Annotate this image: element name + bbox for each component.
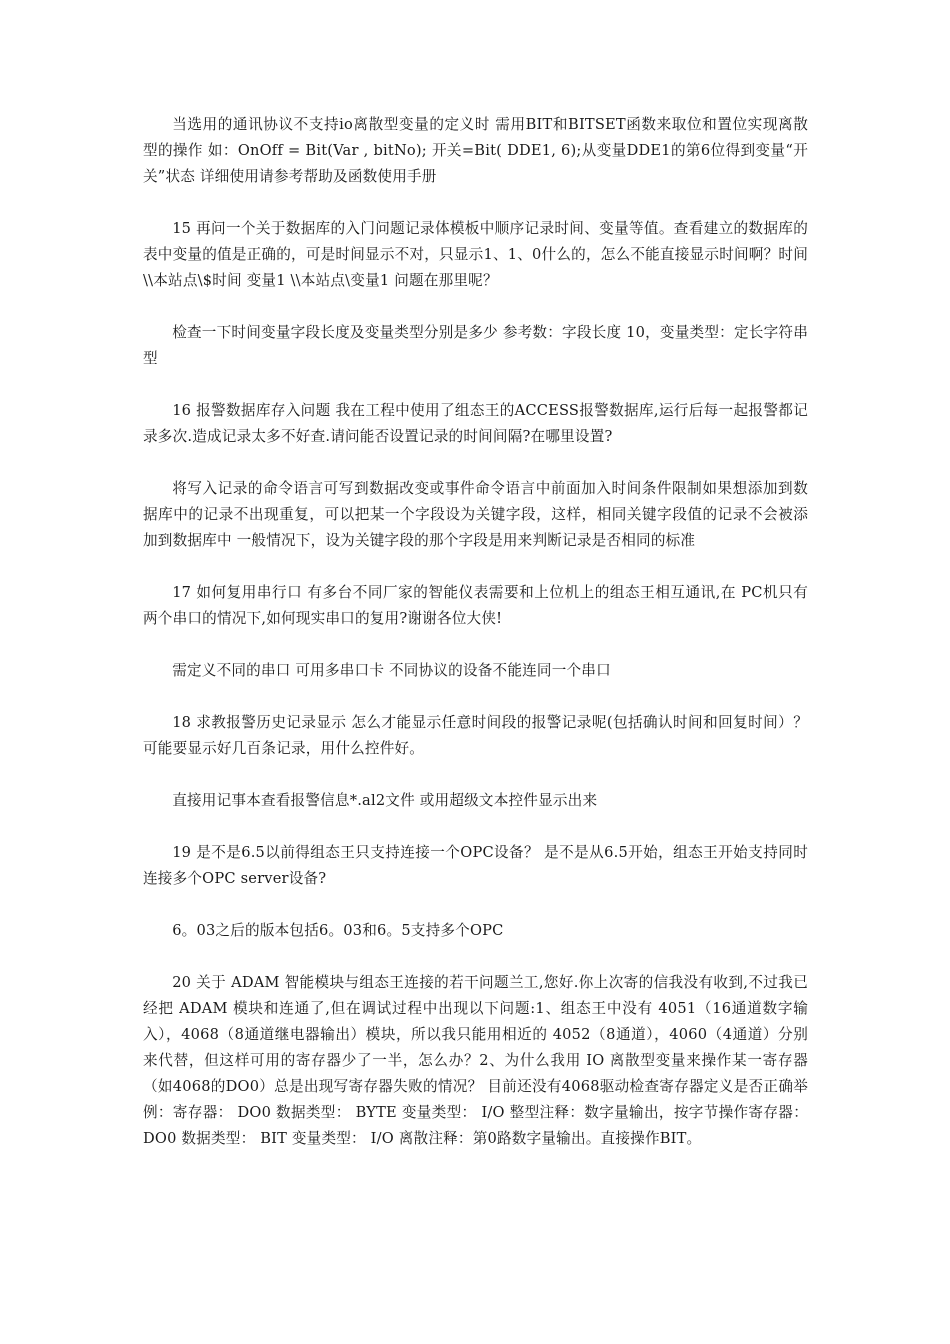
paragraph-question-19: 19 是不是6.5以前得组态王只支持连接一个OPC设备？ 是不是从6.5开始，组态王开始支持同时连接多个OPC server设备?: [143, 844, 808, 887]
paragraph-question-17: 17 如何复用串行口 有多台不同厂家的智能仪表需要和上位机上的组态王相互通讯,在 PC机只有两个串口的情况下,如何现实串口的复用?谢谢各位大侠!: [143, 584, 808, 627]
paragraph-question-16: 16 报警数据库存入问题 我在工程中使用了组态王的ACCESS报警数据库,运行后每一起报警都记录多次.造成记录太多不好查.请问能否设置记录的时间间隔?在哪里设置?: [143, 402, 808, 445]
document-page: [143, 112, 808, 1152]
paragraph-question-18: 18 求教报警历史记录显示 怎么才能显示任意时间段的报警记录呢(包括确认时间和回复时间）？ 可能要显示好几百条记录，用什么控件好。: [143, 714, 808, 757]
paragraph-answer-15: 检查一下时间变量字段长度及变量类型分别是多少 参考数：字段长度 10，变量类型：定长字符串型: [143, 324, 808, 367]
paragraph-answer-19: 6。03之后的版本包括6。03和6。5支持多个OPC: [172, 922, 504, 939]
paragraph-bit-bitset-answer: 当选用的通讯协议不支持io离散型变量的定义时 需用BIT和BITSET函数来取位和置位实现离散型的操作 如：OnOff = Bit(Var , bitNo); 开关=Bit( DDE1, 6);从变量DDE1的第6位得到变量“开关”状态 详细使用请参考帮助及函数使用手册: [143, 116, 808, 185]
paragraph-answer-18: 直接用记事本查看报警信息*.al2文件 或用超级文本控件显示出来: [172, 792, 598, 809]
paragraph-answer-17: 需定义不同的串口 可用多串口卡 不同协议的设备不能连同一个串口: [172, 662, 611, 679]
paragraph-answer-16: 将写入记录的命令语言可写到数据改变或事件命令语言中前面加入时间条件限制如果想添加到数据库中的记录不出现重复，可以把某一个字段设为关键字段，这样，相同关键字段值的记录不会被添加到数据库中 一般情况下，设为关键字段的那个字段是用来判断记录是否相同的标准: [143, 480, 808, 549]
paragraph-question-15: 15 再问一个关于数据库的入门问题记录体模板中顺序记录时间、变量等值。查看建立的数据库的表中变量的值是正确的，可是时间显示不对，只显示1、1、0什么的，怎么不能直接显示时间啊？时间 \\本站点\$时间 变量1 \\本站点\变量1 问题在那里呢？: [143, 220, 808, 289]
paragraph-question-20: 20 关于 ADAM 智能模块与组态王连接的若干问题兰工,您好.你上次寄的信我没有收到,不过我已经把 ADAM 模块和连通了,但在调试过程中出现以下问题:1、组态王中没有 4051（16通道数字输入），4068（8通道继电器输出）模块，所以我只能用相近的 4052（8通道），4060（4通道）分别来代替，但这样可用的寄存器少了一半，怎么办？2、为什么我用 IO 离散型变量来操作某一寄存器（如4068的DO0）总是出现写寄存器失败的情况？ 目前还没有4068驱动检查寄存器定义是否正确举例：寄存器： DO0 数据类型： BYTE 变量类型： I/O 整型注释：数字量输出，按字节操作寄存器： DO0 数据类型： BIT 变量类型： I/O 离散注释：第0路数字量输出。直接操作BIT。: [143, 974, 808, 1147]
